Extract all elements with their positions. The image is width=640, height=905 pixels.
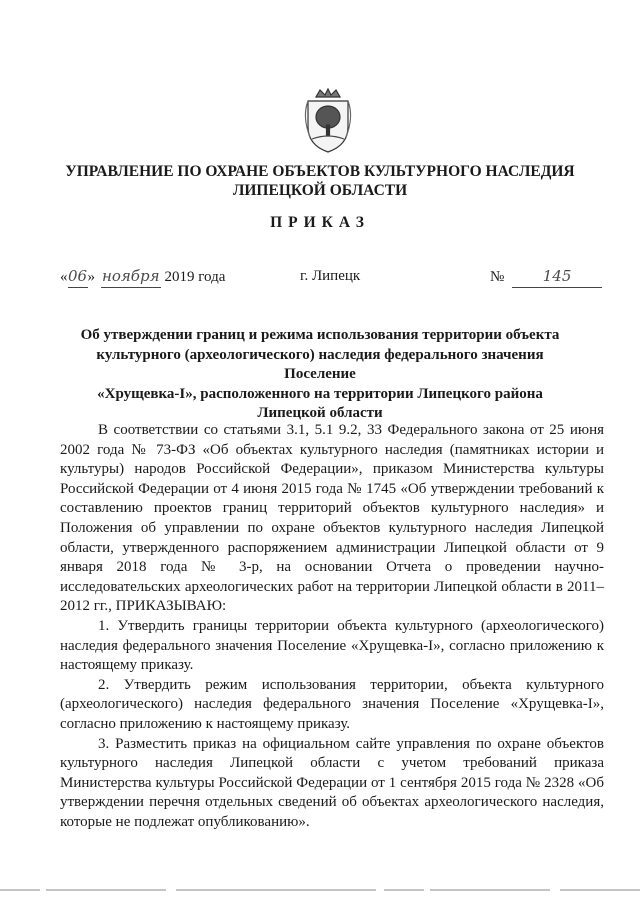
agency-name xyxy=(40,162,600,200)
order-item-3: 3. Разместить приказ на официальном сайте управления по охране объектов культурного наследия Липецкой области с учетом требований приказа Министерства культуры Российской Федерации от 1 сентября 2015 года № 2328 «Об утверждении перечня отдельных сведений об объектах археологического наследия, которые не подлежат опубликованию». xyxy=(60,735,604,830)
order-title: ПРИКАЗ xyxy=(270,214,370,231)
date-month: ноября xyxy=(101,265,161,288)
number-label: № xyxy=(490,269,505,285)
order-item-2: 2. Утвердить режим использования территории, объекта культурного (археологического) наследия федерального значения Поселение «Хрущевка-I», согласно приложению к настоящему приказу. xyxy=(60,676,604,732)
date-day: 06 xyxy=(68,265,88,288)
subject-line1: Об утверждении границ и режима использования территории объекта xyxy=(80,327,560,343)
order-number xyxy=(490,265,610,287)
order-subject xyxy=(64,326,576,424)
date-year: 2019 года xyxy=(164,269,226,285)
order-city: г. Липецк xyxy=(300,268,361,284)
scan-edge-line xyxy=(0,889,640,891)
number-value: 145 xyxy=(512,265,602,288)
order-date xyxy=(60,265,260,287)
preamble-paragraph: В соответствии со статьями 3.1, 5.1 9.2, 33 Федерального закона от 25 июня 2002 года № 73-ФЗ «Об объектах культурного наследия (памятниках истории и культуры) народов Российской Федерации», приказом Министерства культуры Российской Федерации от 4 июня 2015 года № 1745 «Об утверждении требований к составлению проектов границ территорий объектов культурного наследия» и Положения об управлении по охране объектов культурного наследия Липецкой области, утвержденного распоряжением администрации Липецкой области от 9 января 2018 года № 3-р, на основании Отчета о проведении научно-исследовательских археологических работ на территории Липецкой области в 2011–2012 гг., ПРИКАЗЫВАЮ: xyxy=(60,422,604,615)
order-item-1: 1. Утвердить границы территории объекта культурного (археологического) наследия федерального значения Поселение «Хрущевка-I», согласно приложению к настоящему приказу. xyxy=(60,617,604,674)
lipetsk-coat-of-arms-icon xyxy=(298,87,358,155)
agency-name-line1: УПРАВЛЕНИЕ ПО ОХРАНЕ ОБЪЕКТОВ КУЛЬТУРНОГО НАСЛЕДИЯ xyxy=(65,163,575,180)
order-body xyxy=(60,421,604,832)
date-quote-close: » xyxy=(87,269,95,285)
subject-line2: культурного (археологического) наследия федерального значения Поселение xyxy=(96,346,544,382)
subject-line4: Липецкой области xyxy=(257,405,383,421)
subject-line3: «Хрущевка-I», расположенного на территории Липецкого района xyxy=(97,385,543,402)
date-quote-open: « xyxy=(60,269,68,285)
agency-name-line2: ЛИПЕЦКОЙ ОБЛАСТИ xyxy=(232,182,408,199)
